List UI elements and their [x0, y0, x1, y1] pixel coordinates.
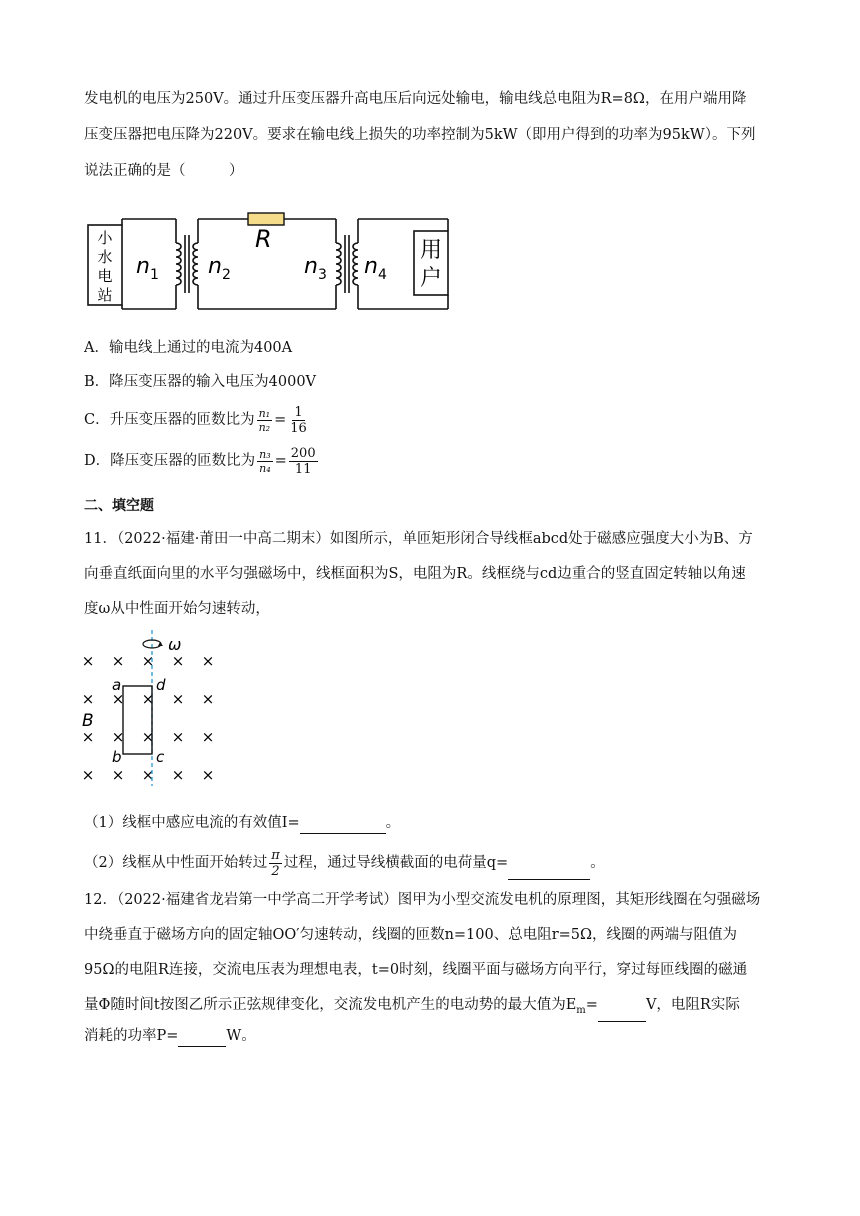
station-char-4: 站: [97, 286, 113, 304]
omega-label: ω: [168, 635, 182, 654]
n4-label: n: [364, 254, 378, 279]
option-a: A．输电线上通过的电流为400A: [84, 340, 293, 356]
q11-line-3: 度ω从中性面开始匀速转动，: [84, 601, 270, 617]
coil-n1: [176, 243, 181, 285]
option-c: [84, 403, 311, 437]
q11-sub-1: [84, 812, 400, 834]
option-d-lhs-den: n₄: [259, 461, 271, 475]
q11-sub-2-frac-num: π: [271, 847, 280, 863]
field-cross-mark: ×: [171, 652, 185, 670]
transmission-circuit-diagram: [84, 205, 464, 315]
q12-answer-blank-1[interactable]: [598, 1005, 646, 1022]
field-cross-mark: ×: [81, 766, 95, 784]
option-d: [84, 444, 320, 478]
field-cross-mark: ×: [201, 728, 215, 746]
user-char-1: 用: [419, 238, 443, 263]
q11-sub-1-text: （1）线框中感应电流的有效值I=: [84, 815, 300, 831]
corner-c: c: [156, 748, 165, 766]
option-d-lhs-num: n₃: [259, 447, 271, 461]
n3-label: n: [304, 254, 318, 279]
field-cross-mark: ×: [111, 652, 125, 670]
field-cross-mark: ×: [81, 690, 95, 708]
field-cross-mark: ×: [141, 652, 155, 670]
n3-sub: 3: [318, 267, 327, 283]
resistor: [248, 213, 284, 225]
station-char-3: 电: [97, 267, 113, 285]
n1-sub: 1: [150, 267, 159, 283]
n4-sub: 4: [378, 267, 387, 283]
field-cross-mark: ×: [171, 690, 185, 708]
option-c-lhs-den: n₂: [258, 420, 271, 434]
q12-line-4-eq: =: [585, 997, 598, 1013]
corner-d: d: [156, 676, 166, 694]
q12-line-4-unit: V，电阻R实际: [645, 997, 740, 1013]
field-cross-mark: ×: [111, 728, 125, 746]
field-label-b: B: [82, 711, 94, 731]
n2-sub: 2: [222, 267, 231, 283]
field-cross-mark: ×: [111, 690, 125, 708]
option-c-lhs-num: n₁: [258, 406, 271, 420]
q10-line-2: 压变压器把电压降为220V。要求在输电线上损失的功率控制为5kW（即用户得到的功率为95kW）。下列: [84, 127, 756, 143]
q12-answer-blank-2[interactable]: [178, 1030, 226, 1047]
q11-sub-1-end: 。: [385, 815, 401, 831]
field-cross-mark: ×: [141, 766, 155, 784]
q11-sub-2-text: （2）线框从中性面开始转过: [84, 855, 268, 871]
field-cross-mark: ×: [81, 728, 95, 746]
option-d-text: D．降压变压器的匝数比为: [84, 453, 256, 469]
option-d-rhs-num: 200: [290, 445, 316, 461]
q11-line-2: 向垂直纸面向里的水平匀强磁场中，线框面积为S，电阻为R。线框绕与cd边重合的竖直固定转轴以角速: [84, 566, 746, 582]
q11-answer-blank-1[interactable]: [300, 817, 386, 834]
q10-line-3: 说法正确的是（ ）: [84, 163, 244, 179]
resistor-label: R: [255, 225, 272, 253]
section-heading: 二、填空题: [84, 498, 154, 514]
option-d-rhs-den: 11: [294, 461, 312, 477]
option-d-eq: =: [274, 453, 287, 469]
field-cross-mark: ×: [141, 690, 155, 708]
field-cross-mark: ×: [141, 728, 155, 746]
coil-n2: [193, 243, 198, 285]
option-d-rhs-fraction: [289, 446, 318, 477]
q12-line-3: 95Ω的电阻R连接，交流电压表为理想电表，t=0时刻，线圈平面与磁场方向平行，穿过每匝线圈的磁通: [84, 962, 748, 978]
field-cross-mark: ×: [201, 652, 215, 670]
coil-n4: [353, 243, 358, 285]
option-c-eq: =: [274, 412, 287, 428]
n1-label: n: [136, 254, 150, 279]
coil-n3: [336, 243, 341, 285]
field-cross-mark: ×: [171, 766, 185, 784]
q12-line-4: [84, 994, 740, 1022]
q12-line-4-text: 量Φ随时间t按图乙所示正弦规律变化，交流发电机产生的电动势的最大值为E: [84, 997, 577, 1013]
q11-sub-2-end: 。: [590, 855, 605, 871]
corner-b: b: [112, 748, 122, 766]
user-char-2: 户: [419, 266, 443, 291]
q11-sub-2-frac-den: 2: [271, 863, 280, 879]
field-cross-mark: ×: [201, 766, 215, 784]
option-b: B．降压变压器的输入电压为4000V: [84, 374, 317, 390]
q12-line-5-text: 消耗的功率P=: [84, 1028, 179, 1044]
option-c-rhs-num: 1: [294, 404, 303, 420]
q11-answer-blank-2[interactable]: [508, 863, 590, 880]
q11-sub-2-mid: 过程，通过导线横截面的电荷量q=: [283, 855, 509, 871]
option-c-text: C．升压变压器的匝数比为: [84, 412, 255, 428]
q12-line-2: 中绕垂直于磁场方向的固定轴OO′匀速转动，线圈的匝数n=100、总电阻r=5Ω，线圈的两端与阻值为: [84, 927, 738, 943]
rotating-loop-figure: [74, 628, 224, 788]
option-c-lhs-fraction: [257, 407, 273, 434]
option-c-rhs-fraction: [288, 405, 309, 436]
field-cross-mark: ×: [111, 766, 125, 784]
field-cross-mark: ×: [81, 652, 95, 670]
station-char-2: 水: [97, 248, 113, 266]
q11-sub-2: [84, 846, 605, 880]
field-crosses: [82, 652, 215, 784]
station-char-1: 小: [97, 229, 113, 247]
q12-line-5-unit: W。: [226, 1028, 256, 1044]
q11-sub-2-fraction: [269, 848, 282, 879]
q10-line-1: 发电机的电压为250V。通过升压变压器升高电压后向远处输电，输电线总电阻为R=8Ω，在用户端用降: [84, 91, 747, 107]
q12-line-5: [84, 1025, 256, 1047]
corner-a: a: [112, 676, 122, 694]
field-cross-mark: ×: [201, 690, 215, 708]
option-c-rhs-den: 16: [290, 420, 307, 436]
option-d-lhs-fraction: [257, 448, 273, 475]
field-cross-mark: ×: [171, 728, 185, 746]
q12-em-subscript: m: [576, 1004, 586, 1016]
n2-label: n: [208, 254, 222, 279]
q11-line-1: 11．（2022·福建·莆田一中高二期末）如图所示，单匝矩形闭合导线框abcd处于磁感应强度大小为B、方: [84, 531, 753, 547]
q12-line-1: 12．（2022·福建省龙岩第一中学高二开学考试）图甲为小型交流发电机的原理图，其矩形线圈在匀强磁场: [84, 892, 761, 908]
